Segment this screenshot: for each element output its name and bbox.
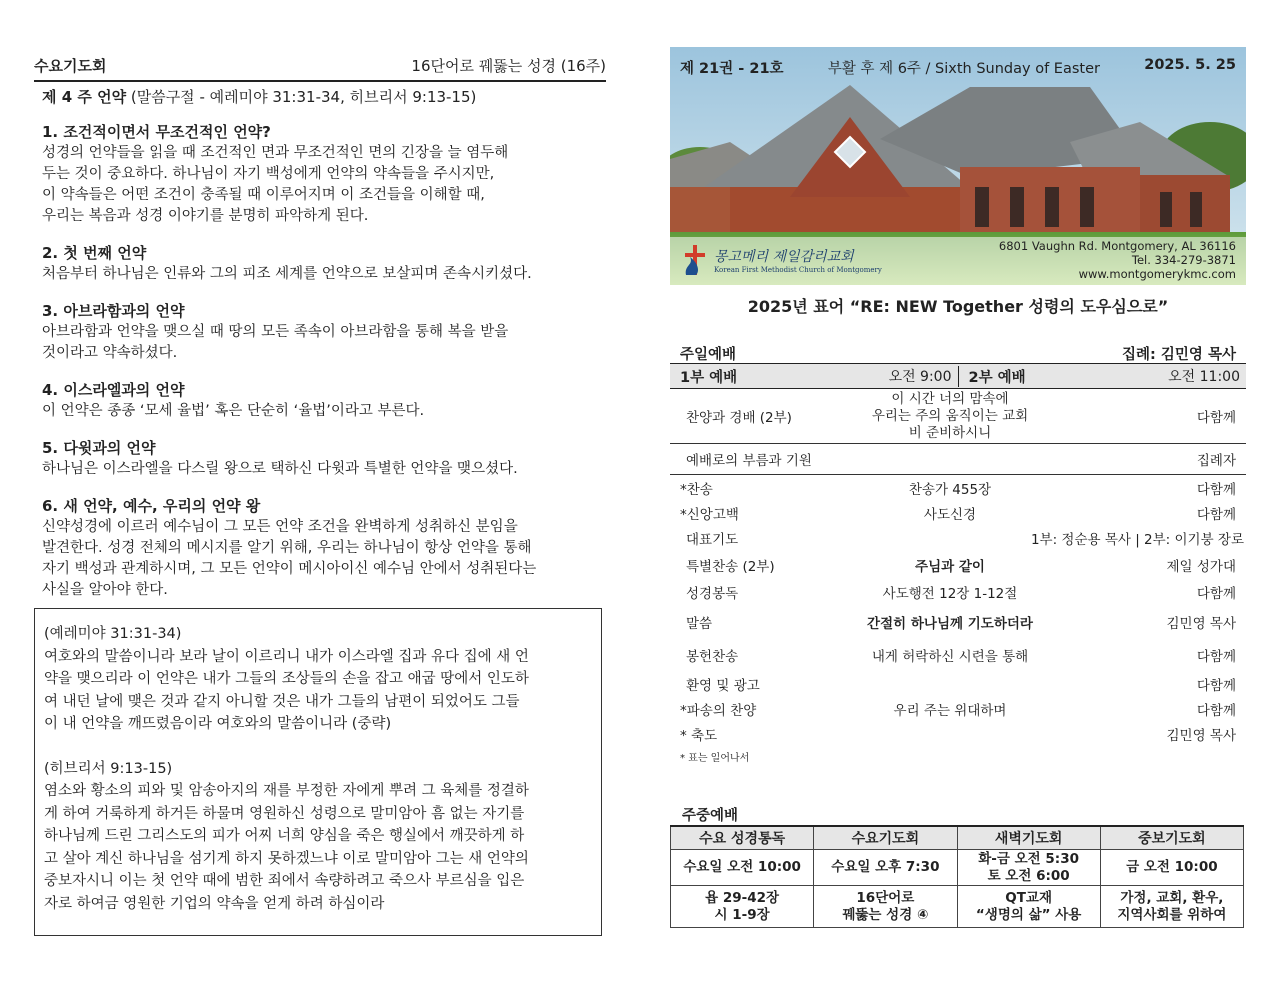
volume-number: 제 21권 - 21호: [680, 61, 784, 77]
church-website: www.montgomerykmc.com: [1078, 267, 1236, 281]
order-content: 주님과 같이: [915, 559, 985, 575]
year-motto: 2025년 표어 “RE: NEW Together 성령의 도우심으로”: [747, 297, 1169, 316]
sunday-service-header: [670, 343, 1246, 363]
order-leader: 다함께: [1196, 507, 1236, 523]
section-4: [42, 380, 606, 422]
order-content: 찬송가 455장: [908, 482, 992, 498]
section-title: 6. 새 언약, 예수, 우리의 언약 왕: [42, 497, 261, 515]
section-2: [42, 243, 606, 285]
midweek-table: [670, 825, 1244, 928]
bulletin-header: [680, 57, 1236, 78]
section-line: 발견한다. 성경 전체의 메시지를 알기 위해, 우리는 하나님이 항상 언약을 통해: [42, 540, 532, 556]
cross-flame-icon: [682, 243, 708, 277]
midweek-detail-row: [671, 886, 1244, 928]
scripture-line: 여 내던 날에 맺은 것과 같지 아니할 것은 내가 그들의 남편이 되었어도 그들: [44, 693, 520, 710]
church-name-english: Korean First Methodist Church of Montgomery: [714, 266, 882, 274]
order-row: [670, 501, 1246, 525]
presider: 집례: 김민영 목사: [1122, 347, 1236, 363]
section-line: 이 약속들은 어떤 조건이 충족될 때 이루어지며 이 조건들을 이해할 때,: [42, 187, 485, 203]
right-page: [670, 47, 1246, 928]
week-heading: [42, 86, 606, 107]
order-content: 사도행전 12장 1-12절: [882, 586, 1018, 602]
service1-time: 오전 9:00: [888, 368, 952, 385]
church-contact: [999, 239, 1236, 281]
church-name: 몽고메리 제일감리교회: [714, 249, 854, 265]
midweek-header-row: [671, 826, 1244, 850]
bulletin-date: 2025. 5. 25: [1144, 57, 1236, 73]
church-address: 6801 Vaughn Rd. Montgomery, AL 36116: [998, 239, 1236, 253]
header-series: 16단어로 꿰뚫는 성경 (16주): [411, 57, 606, 75]
order-row: [670, 579, 1246, 605]
midweek-detail: 욥 29-42장 시 1-9장: [671, 886, 814, 928]
order-row: [670, 605, 1246, 639]
left-page: [34, 50, 606, 912]
section-line: 아브라함과 언약을 맺으실 때 땅의 모든 족속이 아브라함을 통해 복을 받을: [42, 324, 509, 340]
order-item: *찬송: [680, 482, 713, 498]
midweek-time: 화-금 오전 5:30 토 오전 6:00: [957, 850, 1100, 886]
service-times-bar: [670, 363, 1246, 389]
order-leader: 집례자: [1196, 453, 1236, 469]
order-row: [670, 475, 1246, 501]
section-6: [42, 496, 606, 601]
order-leader: 김민영 목사: [1166, 616, 1236, 632]
section-line: 성경의 언약들을 읽을 때 조건적인 면과 무조건적인 면의 긴장을 늘 염두해: [42, 145, 509, 161]
section-title: 1. 조건적이면서 무조건적인 언약?: [42, 123, 271, 141]
order-item: *신앙고백: [680, 507, 739, 523]
order-row: [670, 551, 1246, 579]
midweek-detail: QT교재 “생명의 삶” 사용: [957, 886, 1100, 928]
sunday-name: 부활 후 제 6주 / Sixth Sunday of Easter: [827, 61, 1100, 77]
order-row: [670, 525, 1246, 551]
order-leader: 다함께: [1196, 703, 1236, 719]
scripture-line: 여호와의 말씀이니라 보라 날이 이르리니 내가 이스라엘 집과 유다 집에 새 언: [44, 648, 529, 665]
midweek-time: 금 오전 10:00: [1100, 850, 1243, 886]
order-leader: 다함께: [1196, 410, 1236, 426]
midweek-header: 수요기도회: [814, 826, 957, 850]
order-item: *파송의 찬양: [680, 703, 757, 719]
midweek-header: 중보기도회: [1100, 826, 1243, 850]
left-header: [34, 50, 606, 82]
order-leader: 1부: 정순용 목사 | 2부: 이기붕 장로: [1030, 532, 1244, 548]
order-item: 말씀: [686, 616, 713, 632]
order-content: 사도신경: [923, 507, 977, 523]
section-line: 하나님은 이스라엘을 다스릴 왕으로 택하신 다윗과 특별한 언약을 맺으셨다.: [42, 461, 518, 477]
scripture-line: 약을 맺으리라 이 언약은 내가 그들의 조상들의 손을 잡고 애굽 땅에서 인도하: [44, 671, 529, 687]
section-title: 4. 이스라엘과의 언약: [42, 381, 185, 399]
order-item: 대표기도: [686, 532, 739, 548]
church-tel: Tel. 334-279-3871: [1131, 253, 1236, 267]
sunday-service-title: 주일예배: [680, 347, 737, 363]
section-line: 이 언약은 종종 ‘모세 율법’ 혹은 단순히 ‘율법’이라고 부른다.: [42, 403, 425, 419]
week-passage: (말씀구절 - 예레미야 31:31-34, 히브리서 9:13-15): [130, 88, 477, 106]
order-row: [670, 389, 1246, 444]
section-title: 3. 아브라함과의 언약: [42, 302, 185, 320]
section-line: 신약성경에 이르러 예수님이 그 모든 언약 조건을 완벽하게 성취하신 분임을: [42, 519, 518, 535]
midweek-time: 수요일 오전 10:00: [671, 850, 814, 886]
scripture-line: 자로 하여금 영원한 기업의 약속을 얻게 하려 하심이라: [44, 895, 385, 912]
order-row: [670, 671, 1246, 697]
midweek-header: 수요 성경통독: [671, 826, 814, 850]
order-item: 환영 및 광고: [686, 678, 760, 694]
section-title: 2. 첫 번째 언약: [42, 244, 147, 262]
section-3: [42, 301, 606, 364]
midweek-title: 주중예배: [682, 808, 739, 824]
service1-label: 1부 예배: [680, 369, 738, 386]
midweek-detail: 16단어로 꿰뚫는 성경 ④: [814, 886, 957, 928]
order-item: 성경봉독: [686, 586, 739, 602]
section-line: 두는 것이 중요하다. 하나님이 자기 백성에게 언약의 약속들을 주시지만,: [42, 166, 495, 182]
midweek-detail: 가정, 교회, 환우, 지역사회를 위하여: [1100, 886, 1243, 928]
section-5: [42, 438, 606, 480]
scripture-ref: (히브리서 9:13-15): [44, 760, 173, 777]
section-line: 것이라고 약속하셨다.: [42, 345, 178, 361]
header-title: 수요기도회: [34, 57, 107, 75]
section-line: 사실을 알아야 한다.: [42, 582, 168, 598]
order-leader: 제일 성가대: [1166, 559, 1236, 575]
section-line: 우리는 복음과 성경 이야기를 분명히 파악하게 된다.: [42, 208, 369, 224]
church-logo: [682, 243, 882, 277]
scripture-line: 고 살아 계신 하나님을 섬기게 하지 못하겠느냐 이로 말미암아 그는 새 언약의: [44, 850, 529, 867]
section-line: 처음부터 하나님은 인류와 그의 피조 세계를 언약으로 보살피며 존속시키셨다.: [42, 266, 532, 282]
order-row: [670, 721, 1246, 747]
order-row: [670, 697, 1246, 721]
scripture-box: [34, 608, 602, 936]
order-item: 찬양과 경배 (2부): [686, 410, 792, 426]
standing-note: * 표는 일어나서: [680, 753, 750, 764]
order-content: 간절히 하나님께 기도하더라: [867, 616, 1033, 632]
service2-label: 2부 예배: [968, 369, 1026, 386]
order-item: 봉헌찬송: [686, 649, 739, 665]
order-content: 이 시간 너의 맘속에 우리는 주의 움직이는 교회 비 준비하시니: [871, 390, 1029, 441]
order-item: 특별찬송 (2부): [686, 559, 775, 575]
church-banner: [670, 47, 1246, 285]
scripture-line: 염소와 황소의 피와 및 암송아지의 재를 부정한 자에게 뿌려 그 육체를 정결하: [44, 783, 529, 799]
order-content: 우리 주는 위대하며: [893, 703, 1007, 719]
scripture-line: 하나님께 드린 그리스도의 피가 어찌 너희 양심을 죽은 행실에서 깨끗하게 하: [44, 828, 525, 844]
order-row: [670, 444, 1246, 475]
order-content: 내게 허락하신 시련을 통해: [871, 649, 1029, 665]
scripture-ref: (예레미야 31:31-34): [44, 626, 182, 642]
midweek-time: 수요일 오후 7:30: [814, 850, 957, 886]
scripture-line: 게 하여 거룩하게 하거든 하물며 영원하신 성령으로 말미암아 흠 없는 자기를: [44, 805, 525, 822]
order-item: * 축도: [680, 728, 718, 744]
scripture-line: 이 내 언약을 깨뜨렸음이라 여호와의 말씀이니라 (중략): [44, 716, 392, 732]
order-leader: 다함께: [1196, 482, 1236, 498]
section-1: [42, 122, 606, 227]
section-line: 자기 백성과 관계하시며, 그 모든 언약이 메시아이신 예수님 안에서 성취된다는: [42, 561, 537, 577]
section-title: 5. 다윗과의 언약: [42, 439, 156, 457]
service2-time: 오전 11:00: [1168, 368, 1240, 385]
order-leader: 다함께: [1196, 649, 1236, 665]
midweek-header: 새벽기도회: [957, 826, 1100, 850]
order-item: 예배로의 부름과 기원: [686, 453, 812, 469]
week-label: 제 4 주 언약: [42, 88, 127, 106]
order-leader: 다함께: [1196, 586, 1236, 602]
order-leader: 김민영 목사: [1166, 728, 1236, 744]
order-leader: 다함께: [1196, 678, 1236, 694]
midweek-time-row: [671, 850, 1244, 886]
scripture-line: 중보자시니 이는 첫 언약 때에 범한 죄에서 속량하려고 죽으사 부르심을 입은: [44, 873, 525, 889]
order-row: [670, 639, 1246, 671]
